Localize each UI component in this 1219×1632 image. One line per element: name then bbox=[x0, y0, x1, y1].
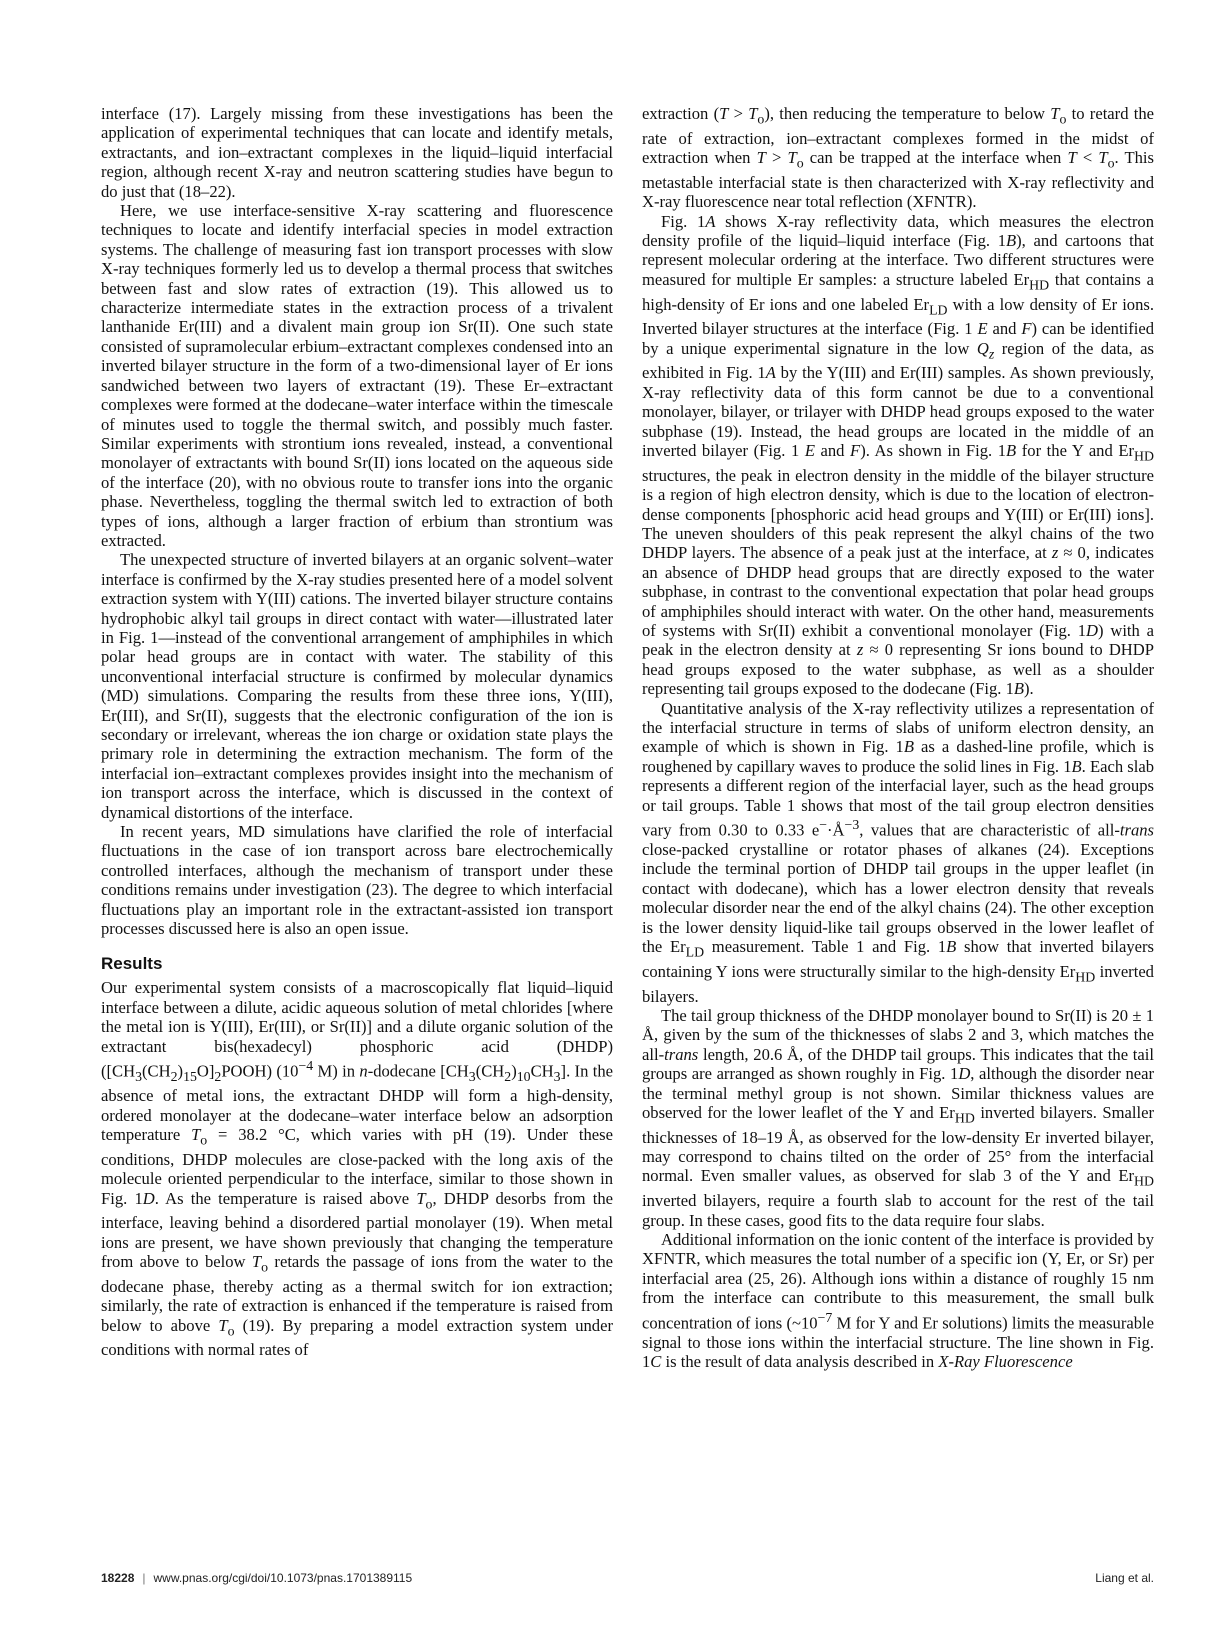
paragraph: extraction $(T > T_o)$, then reducing the temperature to below $T_o$ to retard the rate of extraction, ion–extractant complexes formed in the midst of extraction when $T > T_o$ can be trapped at the interface when $T < T_o$. This metastable interfacial state is then characterized with X-ray reflectivity and X-ray fluorescence near total reflection (XFNTR). bbox=[642, 104, 1154, 212]
section-heading-results: Results bbox=[101, 954, 163, 974]
paragraph: Quantitative analysis of the X-ray reflectivity utilizes a representation of the interfacial structure in terms of slabs of uniform electron density, an example of which is shown in Fig. 1B as a dashed-line profile, which is roughened by capillary waves to produce the solid lines in Fig. 1B. Each slab represents a different region of the interfacial layer, such as the head groups or tail groups. Table 1 shows that most of the tail group electron densities vary from 0.30 to 0.33 $e^-\cdot Å^{-3}$, values that are characteristic of all-trans close-packed crystalline or rotator phases of alkanes (24). Exceptions include the terminal portion of DHDP tail groups in the upper leaflet (in contact with dodecane), which has a lower electron density that reveals molecular disorder near the end of the alkyl chains (24). The other exception is the lower density liquid-like tail groups observed in the lower leaflet of the $Er_{LD}$ measurement. Table 1 and Fig. 1B show that inverted bilayers containing Y ions were structurally similar to the high-density $Er_{HD}$ inverted bilayers. bbox=[642, 698, 1154, 1006]
left-column bbox=[101, 104, 613, 1360]
running-authors: Liang et al. bbox=[1095, 1571, 1154, 1585]
paragraph: Our experimental system consists of a macroscopically flat liquid–liquid interface between a dilute, acidic aqueous solution of metal chlorides [where the metal ion is Y(III), Er(III), or Sr(II)] and a dilute organic solution of the extractant bis(hexadecyl) phosphoric acid (DHDP) $([CH_3(CH_2)_{15}O]_2POOH)$ ($10^{-4}$ M) in n-dodecane $[CH_3(CH_2)_{10}CH_3]$. In the absence of metal ions, the extractant DHDP will form a high-density, ordered monolayer at the dodecane–water interface below an adsorption temperature $T_o = 38.2$ °C, which varies with pH (19). Under these conditions, DHDP molecules are close-packed with the long axis of the molecule oriented perpendicular to the interface, similar to those shown in Fig. 1D. As the temperature is raised above $T_o$, DHDP desorbs from the interface, leaving behind a disordered partial monolayer (19). When metal ions are present, we have shown previously that changing the temperature from above to below $T_o$ retards the passage of ions from the water to the dodecane phase, thereby acting as a thermal switch for ion extraction; similarly, the rate of extraction is enhanced if the temperature is raised from below to above $T_o$ (19). By preparing a model extraction system under conditions with normal rates of bbox=[101, 978, 614, 1360]
paragraph: In recent years, MD simulations have clarified the role of interfacial fluctuations in the case of ion transport across bare electrochemically controlled interfaces, although the mechanism of transport under these conditions remains under investigation (23). The degree to which interfacial fluctuations play an important role in the extractant-assisted ion transport processes discussed here is also an open issue. bbox=[101, 822, 613, 939]
footer-separator: | bbox=[142, 1571, 146, 1585]
paragraph: Here, we use interface-sensitive X-ray scattering and fluorescence techniques to locate and identify interfacial species in model extraction systems. The challenge of measuring fast ion transport processes with slow X-ray techniques formerly led us to develop a thermal process that switches between fast and slow rates of extraction (19). This allowed us to characterize intermediate states in the extraction process of a trivalent lanthanide Er(III) and a divalent main group ion Sr(II). One such state consisted of supramolecular erbium–extractant complexes condensed into an inverted bilayer structure in the form of a two-dimensional layer of Er ions sandwiched between two layers of extractant (19). These Er–extractant complexes were formed at the dodecane–water interface within the timescale of minutes used to toggle the thermal switch, and possibly much faster. Similar experiments with strontium ions revealed, instead, a conventional monolayer of extractants with bound Sr(II) ions located on the aqueous side of the interface (20), with no obvious route to transfer ions into the organic phase. Nevertheless, toggling the thermal switch led to extraction of both types of ions, although a larger fraction of erbium than strontium was extracted. bbox=[101, 201, 613, 550]
paragraph: The tail group thickness of the DHDP monolayer bound to Sr(II) is 20 ± 1 Å, given by the sum of the thicknesses of slabs 2 and 3, which matches the all-trans length, 20.6 Å, of the DHDP tail groups. This indicates that the tail groups are arranged as shown roughly in Fig. 1D, although the disorder near the terminal methyl group is not shown. Similar thickness values are observed for the lower leaflet of the Y and $Er_{HD}$ inverted bilayers. Smaller thicknesses of 18–19 Å, as observed for the low-density Er inverted bilayer, may correspond to chains tilted on the order of 25° from the interfacial normal. Even smaller values, as observed for slab 3 of the Y and $Er_{HD}$ inverted bilayers, require a fourth slab to account for the rest of the tail group. In these cases, good fits to the data require four slabs. bbox=[642, 1005, 1155, 1230]
right-column bbox=[642, 104, 1154, 1371]
page-number: 18228 bbox=[101, 1571, 135, 1585]
paragraph: The unexpected structure of inverted bilayers at an organic solvent–water interface is confirmed by the X-ray studies presented here of a model solvent extraction system with Y(III) cations. The inverted bilayer structure contains hydrophobic alkyl tail groups in direct contact with water—illustrated later in Fig. 1—instead of the conventional arrangement of amphiphiles in which polar head groups are in contact with water. The stability of this unconventional interfacial structure is confirmed by molecular dynamics (MD) simulations. Comparing the results from these three ions, Y(III), Er(III), and Sr(II), suggests that the electronic configuration of the ion is secondary or irrelevant, whereas the ion charge or oxidation state plays the primary role in determining the extraction mechanism. The form of the interfacial ion–extractant complexes provides insight into the mechanism of ion transport across the interface, which is discussed in the context of dynamical distortions of the interface. bbox=[101, 550, 613, 822]
paragraph: Fig. 1A shows X-ray reflectivity data, which measures the electron density profile of the liquid–liquid interface (Fig. 1B), and cartoons that represent molecular ordering at the interface. Two different structures were measured for multiple Er samples: a structure labeled $Er_{HD}$ that contains a high-density of Er ions and one labeled $Er_{LD}$ with a low density of Er ions. Inverted bilayer structures at the interface (Fig. 1 E and F) can be identified by a unique experimental signature in the low $Q_z$ region of the data, as exhibited in Fig. 1A by the Y(III) and Er(III) samples. As shown previously, X-ray reflectivity data of this form cannot be due to a conventional monolayer, bilayer, or trilayer with DHDP head groups exposed to the water subphase (19). Instead, the head groups are located in the middle of an inverted bilayer (Fig. 1 E and F). As shown in Fig. 1B for the Y and $Er_{HD}$ structures, the peak in electron density in the middle of the bilayer structure is a region of high electron density, which is due to the location of electron-dense components [phosphoric acid head groups and Y(III) or Er(III) ions]. The uneven shoulders of this peak represent the alkyl chains of the two DHDP layers. The absence of a peak just at the interface, at z ≈ 0, indicates an absence of DHDP head groups that are directly exposed to the water subphase, in contrast to the conventional expectation that polar head groups of amphiphiles should interact with water. On the other hand, measurements of systems with Sr(II) exhibit a conventional monolayer (Fig. 1D) with a peak in the electron density at z ≈ 0 representing Sr ions bound to DHDP head groups exposed to the water subphase, as well as a shoulder representing tail groups exposed to the dodecane (Fig. 1B). bbox=[642, 211, 1155, 699]
paragraph: interface (17). Largely missing from these investigations has been the application of experimental techniques that can locate and identify metals, extractants, and ion–extractant complexes in the liquid–liquid interfacial region, although recent X-ray and neutron scattering studies have begun to do just that (18–22). bbox=[101, 104, 613, 201]
page-footer bbox=[101, 1571, 1154, 1589]
doi-link[interactable]: www.pnas.org/cgi/doi/10.1073/pnas.1701389115 bbox=[153, 1571, 413, 1585]
paragraph: Additional information on the ionic content of the interface is provided by XFNTR, which measures the total number of a specific ion (Y, Er, or Sr) per interfacial area (25, 26). Although ions within a distance of roughly 15 nm from the interface can contribute to this measurement, the small bulk concentration of ions ($\sim 10^{-7}$ M for Y and Er solutions) limits the measurable signal to those ions within the interfacial structure. The line shown in Fig. 1C is the result of data analysis described in X-Ray Fluorescence bbox=[642, 1230, 1154, 1371]
